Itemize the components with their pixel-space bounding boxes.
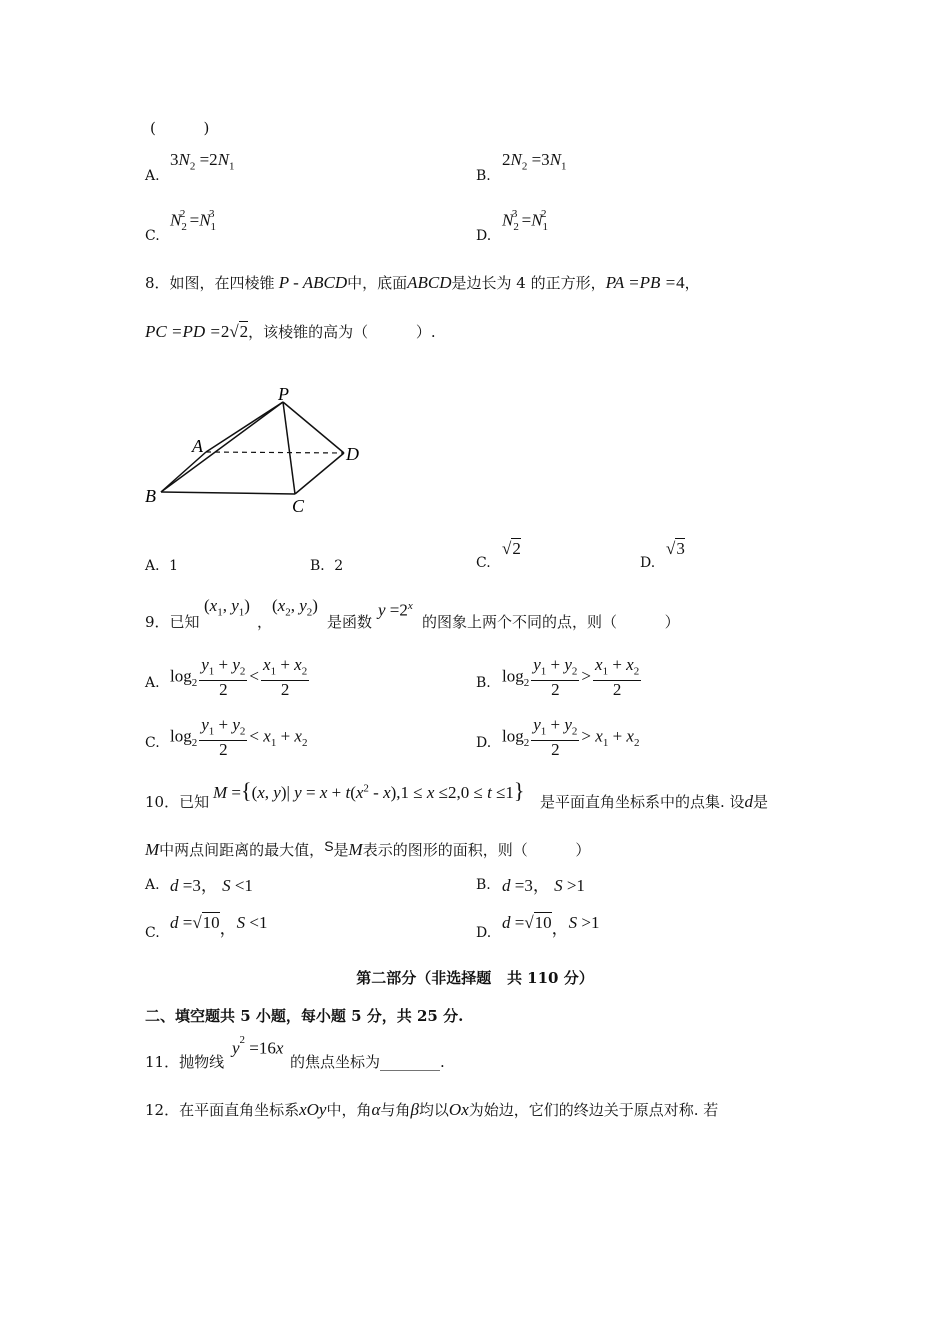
label-d: D [346,444,359,464]
q12-question [145,1100,718,1120]
q9-question [145,612,200,632]
q7-option-a-label: A. [145,168,160,184]
q9-option-c-formula: $\log_2$ $\frac{y_1 + y_2}{2}$ < $x_1 + x_2$ [170,715,308,760]
q8-pyramid-name: P - ABCD [274,273,348,292]
edge-bc [161,492,295,494]
q11-equation: $y^2 =16x$ [232,1034,284,1058]
q7-option-d-formula: $N_2^3 =N_1^2$ [502,208,549,234]
q12-text4: 为始边，它们的终边关于原点对称. 若 [468,1101,719,1119]
q10-text2: 是 [753,793,769,811]
q7-option-a-formula: $3N_2 =2N_1$ [170,150,235,173]
q10-option-c-label: C. [145,925,160,941]
part2-section-heading: 二、填空题共 5 小题，每小题 5 分，共 25 分. [145,1007,464,1025]
q9-option-c-label: C. [145,735,160,751]
label-p: P [278,384,289,404]
edge-ap [206,402,283,452]
q8-option-b: B．2 [310,558,344,574]
q9-text2: 的图象上两个不同的点，则（ ） [422,613,680,631]
q10-m1: M [145,840,160,859]
q8-option-d-formula: √3 [666,539,685,558]
label-a: A [192,436,203,456]
q8-pc-pd: PC =PD = [145,322,221,341]
q8-pa-value: 4 [676,273,685,292]
q9-text1: 是函数 [327,613,373,631]
q8-option-a: A．1 [145,558,179,574]
q12-text2: 与角 [380,1101,411,1119]
q8-pyramid-figure [140,382,380,522]
edge-bp [161,402,283,492]
q11-end: . [440,1053,445,1071]
q10-option-a-label: A. [145,877,160,893]
q10-option-c-formula: d =√10，S <1 [170,913,268,938]
q11-answer-blank[interactable]: ________ [380,1053,441,1071]
q12-alpha: α [371,1100,381,1119]
q7-option-b-formula: $2N_2 =3N_1$ [502,150,567,173]
q10-set-definition: M ={(x, y)| $y = x + t(x^2 - x),1 \le x \le 2,0 \le t \le 1$} [213,778,525,803]
q9-option-b-label: B. [476,675,491,691]
q10-text1: 是平面直角坐标系中的点集. 设 [540,793,745,811]
q8-text2: 是边长为 4 的正方形， [451,274,606,292]
q8-option-d-label: D. [640,555,656,571]
q8-comma: ， [684,274,700,292]
q8-option-c-formula: √2 [502,539,521,558]
q10-option-b-label: B. [476,877,491,893]
q9-point2: ($x_2$, $y_2$) [272,596,318,619]
q7-option-d-label: D. [476,228,492,244]
q9-function: $y =2^x$ [378,600,413,620]
q10-option-d-formula: d =√10，S >1 [502,913,600,938]
q9-option-a-label: A. [145,675,160,691]
edge-ba [161,452,206,492]
q12-number: 12．在平面直角坐标系 [145,1101,300,1119]
label-b: B [145,486,156,506]
q8-number: 8．如图，在四棱锥 [145,274,275,292]
q8-pc-value: 2√2 [220,322,249,341]
q10-option-b-formula: d =3， S >1 [502,876,585,895]
q10-d: d [744,792,754,811]
q8-question-line2 [145,322,436,342]
q7-option-c-label: C. [145,228,160,244]
q10-number: 10．已知 [145,793,210,811]
q12-text3: 均以 [418,1101,449,1119]
q10-line2 [145,840,590,860]
q7-option-b-label: B. [476,168,491,184]
q9-option-b-formula: $\log_2$ $\frac{y_1 + y_2}{2}$ > $\frac{x_1 + x_2}{2}$ [502,655,640,700]
q9-option-d-formula: $\log_2$ $\frac{y_1 + y_2}{2}$ > $x_1 + x_2$ [502,715,640,760]
q9-option-d-label: D. [476,735,492,751]
q9-option-a-formula: $\log_2$ $\frac{y_1 + y_2}{2}$ < $\frac{x_1 + x_2}{2}$ [170,655,308,700]
q12-ox: Ox [448,1100,469,1119]
q8-base-name: ABCD [407,273,452,292]
q8-option-c-label: C. [476,555,491,571]
q11-number: 11．抛物线 [145,1053,225,1071]
q12-xoy: xOy [299,1100,327,1119]
q9-point1: ($x_1$, $y_1$) [204,596,250,619]
q10-s-letter: S [324,838,334,854]
q8-text3: ，该棱锥的高为（ ）. [248,323,436,341]
q10-text3: 中两点间距离的最大值， [159,841,325,859]
edge-pd [283,402,344,453]
q8-pa-pb: PA =PB = [605,273,677,292]
q11-rest [290,1052,445,1072]
q10-line1-rest [540,792,768,812]
q7-option-c-formula: $N_2^2 =N_1^3$ [170,208,217,234]
label-c: C [292,496,305,516]
q10-m2: M [348,840,363,859]
q11-text1: 的焦点坐标为 [290,1053,381,1071]
part2-title: 第二部分（非选择题 共 110 分） [356,969,594,987]
q10-option-a-formula: d =3， S <1 [170,876,253,895]
edge-ad-hidden [206,452,344,453]
q12-text1: 中，角 [326,1101,372,1119]
edge-pc [283,402,295,494]
q7-answer-bracket: ( ) [150,119,210,137]
q10-text4: 是 [333,841,349,859]
q12-beta: β [410,1100,419,1119]
edge-cd [295,453,344,494]
q10-text5: 表示的图形的面积，则（ ） [362,841,591,859]
q10-option-d-label: D. [476,925,492,941]
q8-question-line1 [145,273,700,293]
q9-number: 9．已知 [145,613,200,631]
q8-text1: 中，底面 [347,274,408,292]
q9-comma: ， [257,613,273,631]
